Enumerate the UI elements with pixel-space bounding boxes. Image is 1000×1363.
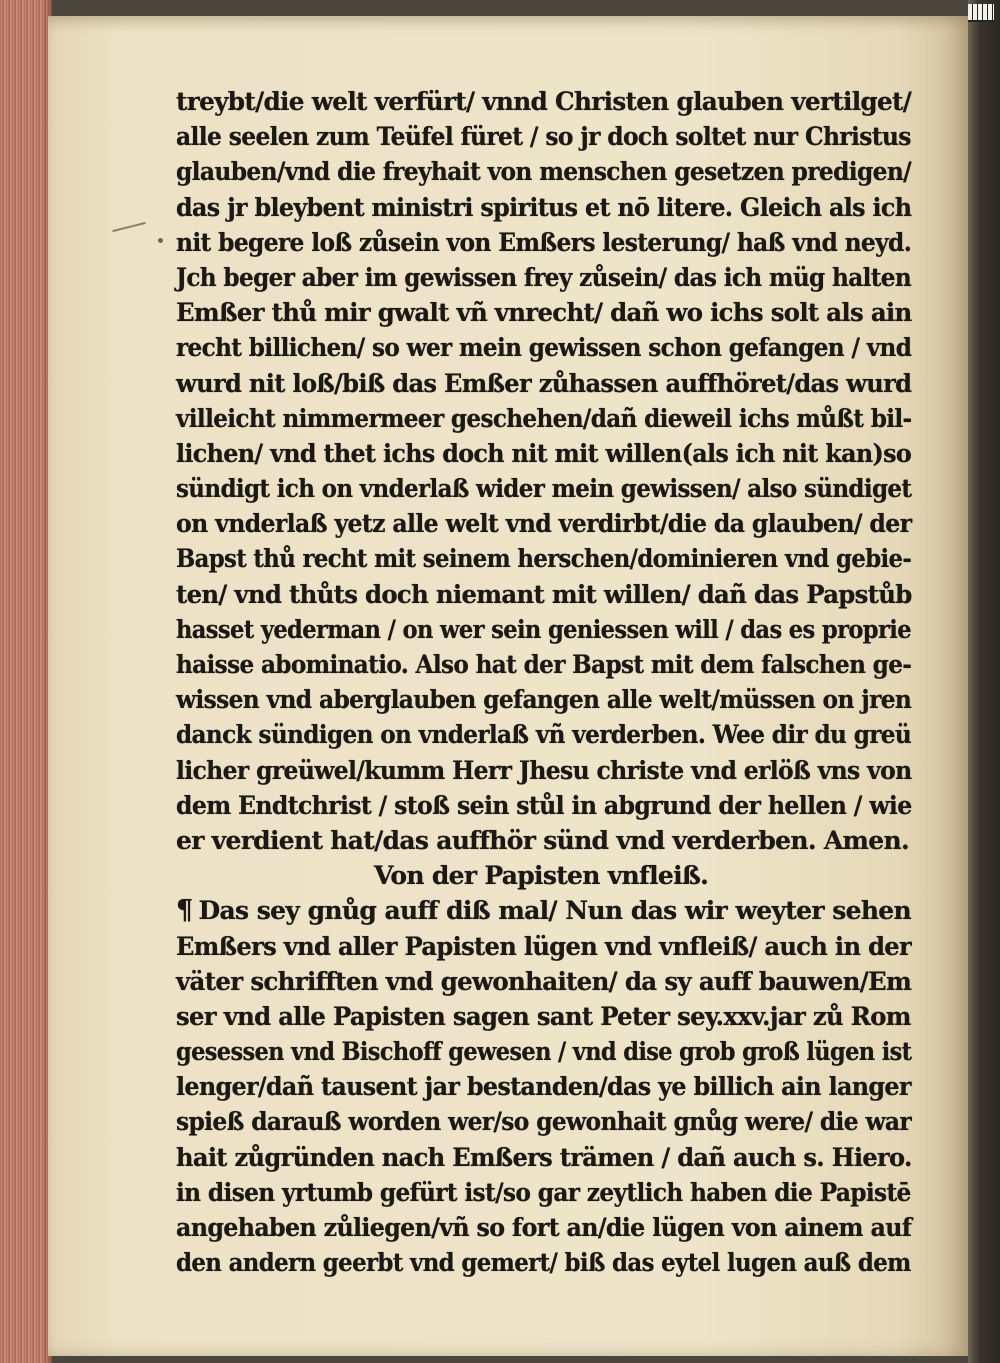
text-line: Emßer thů mir gwalt vñ vnrecht/ dañ wo ichs solt als ain [176, 298, 912, 328]
text-line: hasset yederman / on wer sein geniessen will / das es proprie [176, 614, 911, 644]
scale-ruler [968, 4, 994, 22]
gutter [968, 0, 1000, 1363]
text-line: das jr bleybent ministri spiritus et nō litere. Gleich als ich [176, 192, 912, 222]
text-line: wurd nit loß/biß das Emßer zůhassen auffhöret/das wurd [176, 368, 912, 398]
text-line [176, 893, 911, 928]
text-line: recht billichen/ so wer mein gewissen schon gefangen / vnd [176, 333, 912, 363]
text-line: gesessen vnd Bischoff gewesen / vnd dise grob groß lügen ist [176, 1037, 912, 1067]
text-line: in disen yrtumb gefürt ist/so gar zeytlich haben die Papistē [176, 1177, 911, 1207]
text-line: sündigt ich on vnderlaß wider mein gewissen/ also sündiget [176, 474, 912, 504]
text-line: glauben/vnd die freyhait von menschen gesetzen predigen/ [176, 157, 912, 187]
text-line: haisse abominatio. Also hat der Bapst mit dem falschen ge- [176, 650, 912, 679]
text-line: lenger/dañ tausent jar bestanden/das ye billich ain langer [176, 1072, 911, 1102]
text-line: lichen/ vnd thet ichs doch nit mit willen(als ich nit kan)so [176, 438, 912, 468]
text-line: licher greüwel/kumm Herr Jhesu christe vnd erlöß vns von [176, 755, 912, 785]
text-line: Jch beger aber im gewissen frey zůsein/ das ich müg halten [176, 262, 912, 292]
text-line: dem Endtchrist / stoß sein stůl in abgrund der hellen / wie [176, 790, 912, 820]
text-line: spieß darauß worden wer/so gewonhait gnůg were/ die war [176, 1107, 912, 1137]
text-line: on vnderlaß yetz alle welt vnd verdirbt/die da glauben/ der [176, 509, 912, 539]
text-line-content: Das sey gnůg auff diß mal/ Nun das wir weyter sehen [198, 896, 911, 926]
text-line: Emßers vnd aller Papisten lügen vnd vnfleiß/ auch in der [176, 931, 912, 961]
text-line: angehaben zůliegen/vñ so fort an/die lügen von ainem auf [176, 1213, 912, 1242]
text-line: wissen vnd aberglauben gefangen alle welt/müssen on jren [176, 685, 912, 715]
text-line: er verdient hat/das auffhör sünd vnd verderben. Amen. [176, 825, 909, 855]
text-line: väter schrifften vnd gewonhaiten/ da sy auff bauwen/Em [176, 966, 912, 996]
page-edges [0, 0, 52, 1363]
text-line: nit begere loß zůsein von Emßers lesterung/ haß vnd neyd. [176, 227, 912, 257]
text-line: alle seelen zum Teüfel füret / so jr doch soltet nur Christus [176, 122, 911, 152]
section-heading: Von der Papisten vnfleiß. [374, 861, 709, 891]
text-line: den andern geerbt vnd gemert/ biß das eytel lugen auß dem [176, 1248, 911, 1278]
text-line: villeicht nimmermeer geschehen/dañ dieweil ichs můßt bil- [176, 403, 912, 433]
text-line: ser vnd alle Papisten sagen sant Peter sey.xxv.jar zů Rom [176, 1001, 911, 1031]
text-line: Bapst thů recht mit seinem herschen/dominieren vnd gebie- [176, 544, 912, 574]
text-line: ten/ vnd thůts doch niemant mit willen/ dañ das Papstůb [176, 579, 912, 609]
text-line: danck sündigen on vnderlaß vñ verderben. Wee dir du greü [176, 720, 912, 750]
paragraph-mark: ¶ [176, 895, 193, 927]
text-line: hait zůgründen nach Emßers trämen / dañ auch s. Hiero. [176, 1142, 912, 1172]
margin-dot [158, 238, 163, 243]
text-line: treybt/die welt verfürt/ vnnd Christen glauben vertilget/ [176, 87, 912, 116]
text-block [176, 84, 911, 1280]
